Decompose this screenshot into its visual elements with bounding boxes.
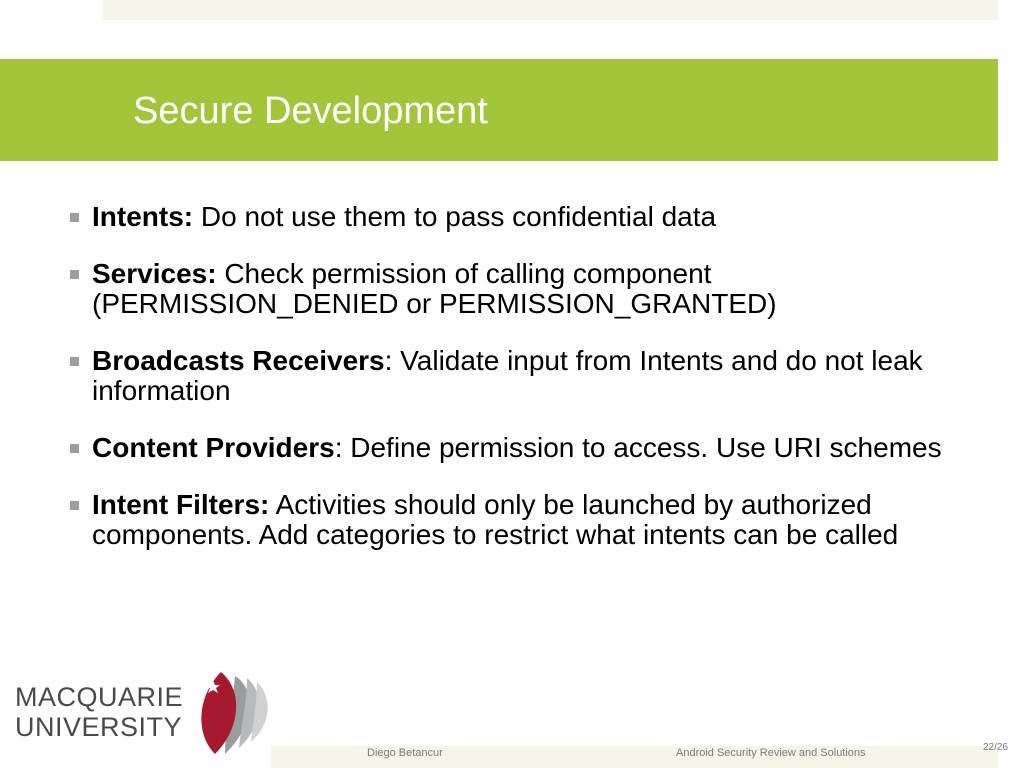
macquarie-lighthouse-logo-icon: [195, 668, 273, 756]
page-number: 22/26: [983, 742, 1009, 753]
logo-line-2: UNIVERSITY: [15, 712, 183, 742]
bullet-intents: [66, 202, 966, 232]
square-bullet-icon: [70, 501, 79, 510]
footer-presentation-title: Android Security Review and Solutions: [676, 747, 866, 759]
bullet-text: : Define permission to access. Use URI schemes: [334, 432, 942, 463]
bullet-term: Content Providers: [92, 432, 335, 463]
bullet-text: Check permission of calling component (PERMISSION_DENIED or PERMISSION_GRANTED): [92, 258, 777, 319]
bullet-content-providers: [66, 433, 966, 463]
bullet-term: Intents:: [92, 201, 194, 232]
bullet-intent-filters: [66, 490, 966, 550]
square-bullet-icon: [70, 357, 79, 366]
bullet-text: Do not use them to pass confidential data: [193, 201, 717, 232]
bullet-term: Broadcasts Receivers: [92, 345, 385, 376]
bullet-text: : Validate input from Intents and do not leak information: [92, 345, 923, 406]
slide-title: Secure Development: [133, 90, 488, 132]
bullet-broadcast-receivers: [66, 346, 966, 406]
logo-wordmark: [15, 682, 183, 742]
square-bullet-icon: [70, 270, 79, 279]
square-bullet-icon: [70, 444, 79, 453]
bullet-list: [66, 202, 966, 577]
bullet-text: Activities should only be launched by authorized components. Add categories to restrict what intents can be called: [92, 489, 899, 550]
bullet-services: [66, 259, 966, 319]
bullet-term: Services:: [92, 258, 217, 289]
logo-line-1: MACQUARIE: [15, 682, 184, 712]
header-strip: [103, 0, 998, 20]
square-bullet-icon: [70, 213, 79, 222]
university-logo: [15, 668, 273, 756]
bullet-term: Intent Filters:: [92, 489, 270, 520]
footer-author: Diego Betancur: [367, 747, 443, 759]
